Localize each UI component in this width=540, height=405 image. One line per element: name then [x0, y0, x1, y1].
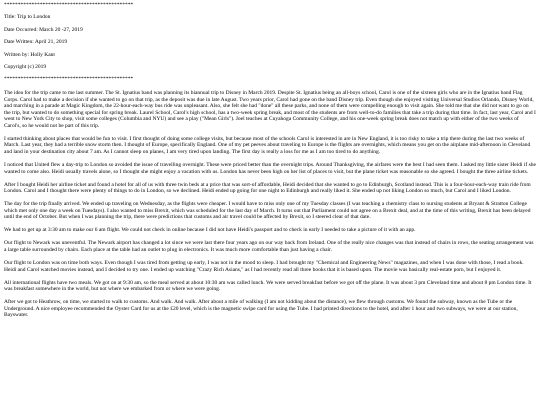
body-paragraph: The idea for the trip came to me last summer. The St. Ignatius band was planning its biannual trip to Disney in March 2019. Despite St. Ignatius being an all-boys school, Carol is one of the sixteen girls who are in the Ignatius band Flag Corps. Carol had to make a decision if she wanted to go on that trip, as the deposit was due in late August. Two years prior, Carol had gone on the band Disney trip. Even though she enjoyed visiting Universal Studios Orlando, Disney World, and marching in a parade at Magic Kingdom, the 22-hour-each-way bus ride was unpleasant. Also, she felt she had "done" all these parks, and none of them were compelling enough to visit again. She told me that she did not want to go on the trip, but wanted to do something special for spring break. Laurel School, Carol's high school, has a two-week spring break, and most of the students are from well-to-do families that take a trip during that time. In fact, last year, Carol and I went to New York City to shop, visit some colleges (Columbia and NYU) and see a play ("Mean Girls"). Joel teaches at Cuyahoga Community College, and his one-week spring break does not match up with either of the two weeks of Carol's, so he would not be part of this trip. — [4, 89, 536, 129]
body-paragraph: All international flights have two meals. We got on at 9:30 am, so the meal served at about 10:30 am was called lunch. We were served breakfast before we got off the plane. It was about 3 pm Cleveland time and about 8 pm London time. It was breakfast somewhere in the world, but not where we embarked from or where we were going. — [4, 279, 532, 293]
document-body — [4, 90, 536, 319]
date-occurred: Date Occurred: March 20 -27, 2019 — [4, 26, 83, 33]
body-paragraph: The day for the trip finally arrived. We ended up traveling on Wednesday, as the flights were cheaper. I would have to miss only one of my Tuesday classes (I was teaching a chemistry class to nursing students at Bryant & Stratton College which met only one day a week on Tuesdays). I also wanted to miss Brexit, which was scheduled for the last day of March. It turns out that Parliament could not agree on a Brexit deal, and at the time of this writing, Brexit has been delayed until the end of October. But when I was planning the trip, there were predictions that customs and air travel could be affected by Brexit, so I steered clear of that date. — [4, 201, 531, 221]
date-written: Date Written: April 21, 2019 — [4, 39, 68, 46]
asterisk-rule-top: *********************************************** — [4, 2, 134, 8]
copyright-line: Copyright (c) 2019 — [4, 63, 47, 70]
document-title: Title: Trip to London — [4, 14, 51, 21]
body-paragraph: Our flight to Newark was uneventful. The Newark airport has changed a lot since we were last there four years ago on our way back from Ireland. One of the really nice changes was that instead of chairs in rows, the seating arrangement was a large table surrounded by chairs. Each place at the table had an outlet to plug in electronics. It was much more comfortable than just having a chair. — [4, 240, 534, 253]
body-paragraph: After we got to Heathrow, on time, we started to walk to customs. And walk. And walk. After about a mile of walking (I am not kidding about the distance), we flew through customs. We found the subway, known as the Tube or the Underground. A nice employee recommended the Oyster Card for us at the £20 level, which is the magnetic swipe card for using the Tube. I had printed directions to the hotel, and after 1 hour and two subways, we were at our station, Bayswater. — [4, 299, 518, 319]
asterisk-rule-bottom: *********************************************** — [4, 76, 134, 83]
body-paragraph: We had to get up at 3:30 am to make our 6 am flight. We could not check in online because I did not have Heidi's passport and to check in early I needed to take a picture of it with an app. — [4, 227, 416, 234]
body-paragraph: After I bought Heidi her airline ticket and found a hotel for all of us with three twin beds at a price that was sort-of affordable, Heidi decided that she wanted to go to Edinburgh, Scotland instead. This is a four-hour-each-way train ride from London. Carol and I thought there were plenty of things to do in London, so we declined. Heidi ended up going for one night to Edinburgh and really liked it. She ended up not liking London so much, but Carol and I liked London. — [4, 181, 531, 195]
body-paragraph: I noticed that United flew a day-trip to London so avoided the issue of travelling overnight. These were priced better than the overnight trips. Around Thanksgiving, the airfares were the best I had seen them. I asked my little sister Heidi if she wanted to come also. Heidi usually travels alone, so I thought she might enjoy a vacation with us. London has never been high on her list of places to visit, but the plane ticket was reasonable so she agreed. I bought the three airline tickets. — [4, 162, 536, 175]
author-line: Written by: Holly Kant — [4, 51, 55, 58]
body-paragraph: I started thinking about places that would be fun to visit. I first thought of doing some college visits, but because most of the schools Carol is interested in are in New England, it is too risky to take a trip there during the last two weeks of March. Last year, they had a terrible snow storm then. I thought of Europe, specifically England. One of my pet peeves about traveling to Europe is the flights are overnights, which means you get on the airplane mid-afternoon in Cleveland and land in your destination city about 7 am. As I cannot sleep on planes, I am very tired upon landing. The first day is really a loss for me as I am too tired to do anything. — [4, 135, 531, 156]
body-paragraph: Our flight to London was on time both ways. Even though I was tired from getting up early, I was not in the mood to sleep. I had brought my "Chemical and Engineering News" magazines, and when I was done with those, I read a book. Heidi and Carol watched movies instead, and I decided to try one. I ended up watching "Crazy Rich Asians," as I had recently read all three books that it is based upon. The movie was basically real-estate porn, but I enjoyed it. — [4, 259, 524, 273]
